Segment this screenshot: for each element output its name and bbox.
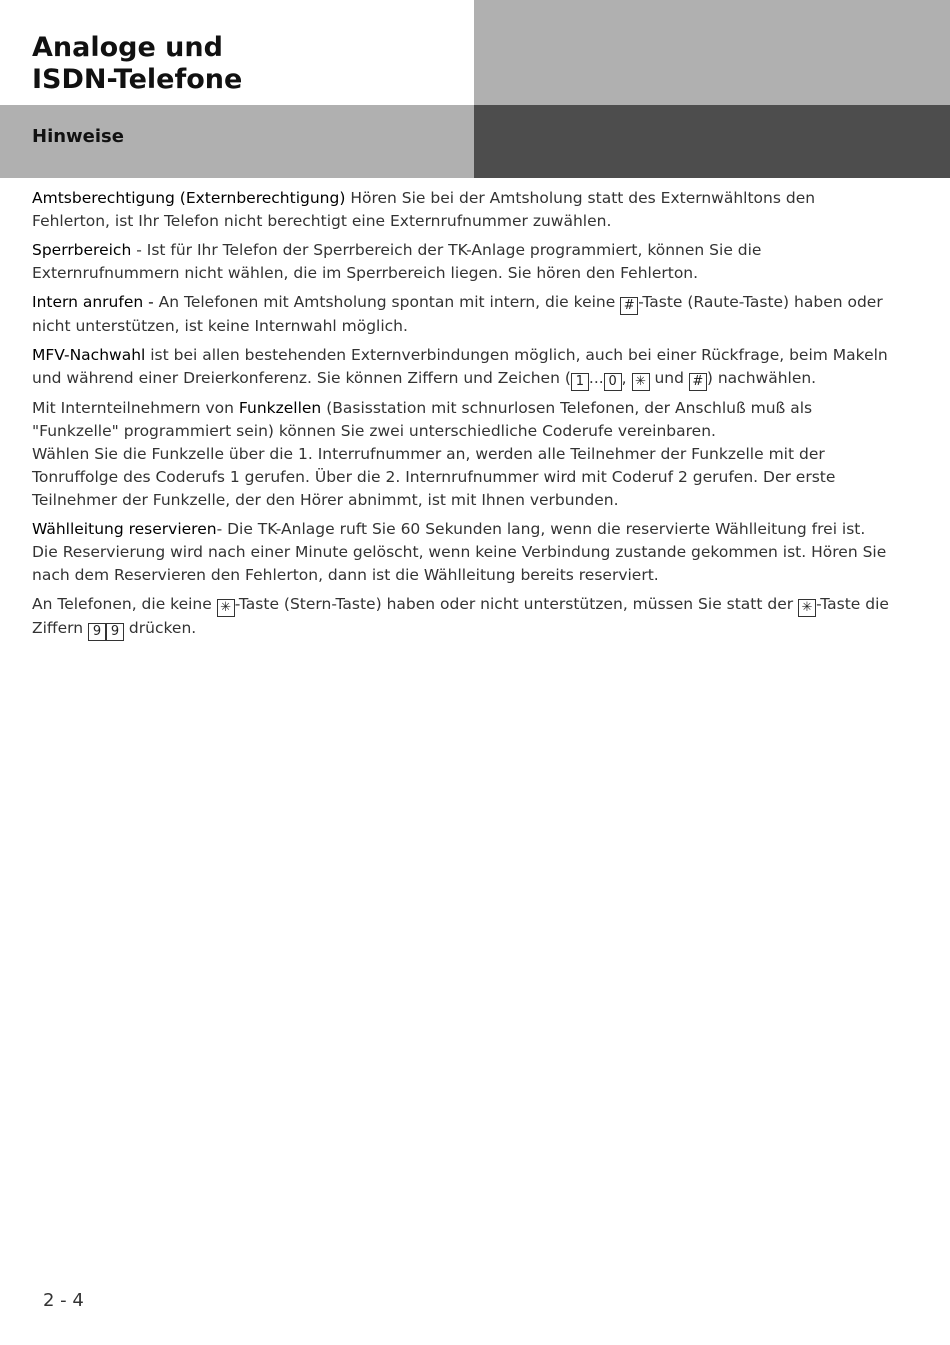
paragraph-text: , <box>621 369 632 387</box>
paragraph-text: An Telefonen mit Amtsholung spontan mit intern, die keine <box>153 293 621 311</box>
header-right-light-band <box>474 0 950 105</box>
paragraph-text: - Die TK-Anlage ruft Sie 60 Sekunden lang, wenn die reservierte Wählleitung frei ist. <box>216 520 866 538</box>
term-waehlleitung-reservieren: Wählleitung reservieren <box>32 520 217 538</box>
digit-1-key-icon: 1 <box>571 373 589 391</box>
paragraph-intern-anrufen <box>32 291 892 338</box>
paragraph-text: Mit Internteilnehmern von <box>32 399 239 417</box>
paragraph-text: -Taste (Stern-Taste) haben oder nicht unterstützen, müssen Sie statt der <box>234 595 799 613</box>
star-key-icon: ✳ <box>632 373 650 391</box>
paragraph-text: ) nachwählen. <box>706 369 817 387</box>
header-right-dark-band <box>474 105 950 178</box>
paragraph-text: Hören Sie bei der Amtsholung statt des Externwähltons den Fehlerton, ist Ihr Telefon nicht berechtigt eine Externrufnummer zuwählen. <box>32 189 816 230</box>
star-key-icon: ✳ <box>217 599 235 617</box>
page-number: 2 - 4 <box>43 1290 84 1311</box>
digit-9-key-icon: 9 <box>88 623 106 641</box>
page-title-line-1: Analoge und <box>32 32 223 63</box>
paragraph-text: - Ist für Ihr Telefon der Sperrbereich der TK-Anlage programmiert, können Sie die Externrufnummern nicht wählen, die im Sperrbereich liegen. Sie hören den Fehlerton. <box>32 241 762 282</box>
paragraph-text: drücken. <box>124 619 197 637</box>
paragraph-amtsberechtigung <box>32 187 892 233</box>
paragraph-text: -Taste die Ziffern <box>32 595 889 637</box>
page-title <box>32 32 242 96</box>
paragraph-stern-taste <box>32 593 892 641</box>
paragraph-text: (Basisstation mit schnurlosen Telefonen, der Anschluß muß als "Funkzelle" programmiert sein) können Sie zwei unterschiedliche Coderufe vereinbaren. <box>32 399 813 440</box>
digit-0-key-icon: 0 <box>604 373 622 391</box>
star-key-icon: ✳ <box>798 599 816 617</box>
paragraph-text: An Telefonen, die keine <box>32 595 217 613</box>
term-mfv-nachwahl: MFV-Nachwahl <box>32 346 146 364</box>
term-amtsberechtigung: Amtsberechtigung (Externberechtigung) <box>32 189 346 207</box>
term-sperrbereich: Sperrbereich <box>32 241 132 259</box>
hash-key-icon: # <box>620 297 638 315</box>
section-title: Hinweise <box>32 126 124 147</box>
paragraph-funkzellen <box>32 397 892 443</box>
paragraph-text: und <box>649 369 689 387</box>
paragraph-waehlleitung <box>32 518 892 541</box>
paragraph-funkzellen-coderuf: Wählen Sie die Funkzelle über die 1. Interrufnummer an, werden alle Teilnehmer der Funkzelle mit der Tonruffolge des Coderufs 1 gerufen. Über die 2. Internrufnummer wird mit Coderuf 2 gerufen. Der erste Teilnehmer der Funkzelle, der den Hörer abnimmt, ist mit Ihnen verbunden. <box>32 445 836 509</box>
hash-key-icon: # <box>689 373 707 391</box>
paragraph-text: -Taste (Raute-Taste) haben oder nicht unterstützen, ist keine Internwahl möglich. <box>32 293 883 335</box>
term-intern-anrufen: Intern anrufen - <box>32 293 154 311</box>
paragraph-text: ist bei allen bestehenden Externverbindungen möglich, auch bei einer Rückfrage, beim Makeln und während einer Dreierkonferenz. Sie können Ziffern und Zeichen ( <box>32 346 888 387</box>
term-funkzellen: Funkzellen <box>238 399 322 417</box>
paragraph-mfv-nachwahl <box>32 344 892 391</box>
paragraph-reservierung: Die Reservierung wird nach einer Minute gelöscht, wenn keine Verbindung zustande gekommen ist. Hören Sie nach dem Reservieren den Fehlerton, dann ist die Wählleitung bereits reserviert. <box>32 543 887 584</box>
document-body <box>32 187 892 647</box>
paragraph-text: ... <box>588 369 604 387</box>
digit-9-key-icon: 9 <box>106 623 124 641</box>
paragraph-sperrbereich <box>32 239 892 285</box>
page-title-line-2: ISDN-Telefone <box>32 64 243 95</box>
